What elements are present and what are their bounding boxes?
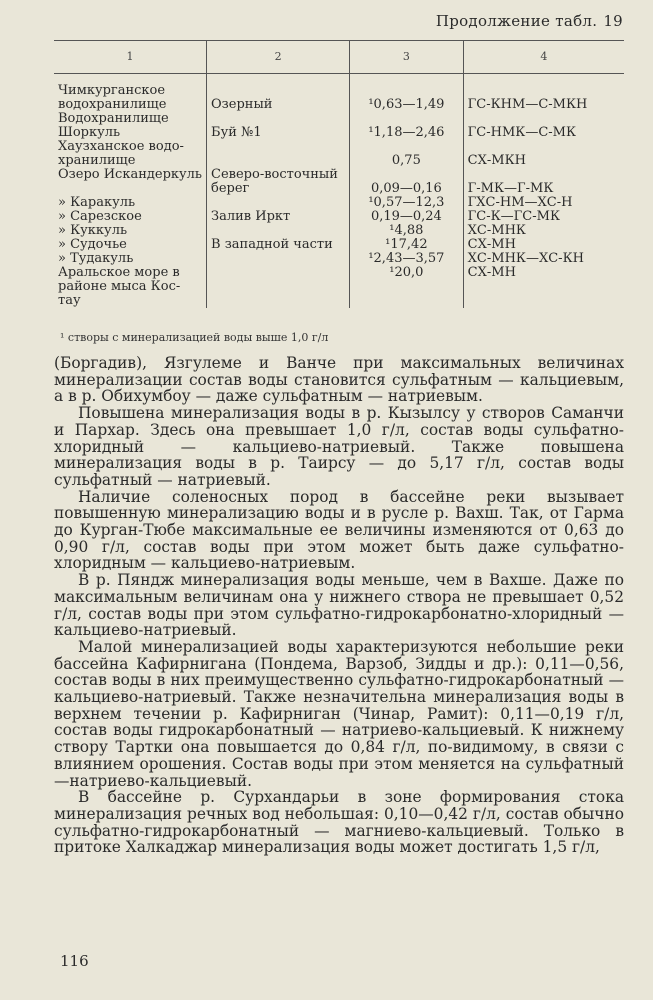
body-text: [54, 355, 624, 856]
header-title: Продолжение табл.: [435, 12, 598, 30]
column-header-2: 2: [207, 41, 350, 74]
station-location: Северо-восточный берег Залив Иркт В западной части: [211, 167, 338, 252]
mineralization-range: 0,75: [391, 153, 421, 168]
paragraph: Малой минерализацией воды характеризуются небольшие реки бассейна Кафирнигана (Пондема, Варзоб, Зидды и др.): 0,11—0,56, состав воды в них преимущественно сульфатно-гидрокарбонатный — кальциево-натриевый. Также незначительна минерализация воды в верхнем течении р. Кафирниган (Чинар, Рамит): 0,11—0,19 г/л, состав воды гидрокарбонатный — натриево-кальциевый. К нижнему створу Тартки она повышается до 0,84 г/л, по-видимому, в связи с влиянием орошения. Состав воды при этом меняется на сульфатный —натриево-кальциевый.: [54, 637, 624, 790]
paragraph: Повышена минерализация воды в р. Кызылсу у створов Саманчи и Пархар. Здесь она превышает 1,0 г/л, состав воды сульфатно-хлоридный — кальциево-натриевый. Также повышена минерализация воды в р. Таирсу — до 5,17 г/л, состав воды сульфатный — натриевый.: [54, 404, 624, 489]
water-body-name: Хаузханское водо- хранилище: [58, 139, 184, 168]
water-composition: ГС-НМК—С-МК: [467, 125, 577, 140]
table-header-row: [54, 41, 624, 74]
page-number: 116: [60, 952, 89, 970]
column-header-4: 4: [463, 41, 624, 74]
column-header-3: 3: [350, 41, 464, 74]
mineralization-range: ¹1,18—2,46: [368, 125, 445, 140]
table-row: [54, 112, 624, 140]
table-footnote: ¹ створы с минерализацией воды выше 1,0 г/л: [60, 331, 329, 344]
water-composition: ГС-КНМ—С-МКН: [467, 97, 588, 112]
paragraph: (Боргадив), Язгулеме и Ванче при максимальных величинах минерализации состав воды становится сульфатным — кальциевым, а в р. Обихумбоу — даже сульфатным — натриевым.: [54, 354, 624, 406]
header-table-number: 19: [603, 12, 623, 30]
mineralization-range: 0,09—0,16 ¹0,57—12,3 0,19—0,24 ¹4,88 ¹17,42 ¹2,43—3,57 ¹20,0: [368, 181, 445, 280]
water-body-name: Озеро Искандеркуль » Каракуль » Сарезское » Куккуль » Судочье » Тудакуль Аральское море в районе мыса Кос- тау: [58, 167, 203, 308]
water-body-name: Водохранилище Шоркуль: [58, 111, 169, 140]
table-continuation-header: [436, 12, 623, 30]
table-row: [54, 140, 624, 168]
table-row: [54, 84, 624, 112]
water-body-name: Чимкурганское водохранилище: [58, 83, 167, 112]
water-composition: СХ-МКН: [467, 153, 526, 168]
mineralization-range: ¹0,63—1,49: [368, 97, 445, 112]
station-location: Буй №1: [211, 125, 262, 140]
table-row: [54, 168, 624, 308]
paragraph: В р. Пяндж минерализация воды меньше, чем в Вахше. Даже по максимальным величинам она у нижнего створа не превышает 0,52 г/л, состав воды при этом сульфатно-гидрокарбонатно-хлоридный — кальциево-натриевый.: [54, 571, 624, 640]
water-mineralization-table: [54, 40, 624, 308]
water-composition: Г-МК—Г-МК ГХС-НМ—ХС-Н ГС-К—ГС-МК ХС-МНК СХ-МН ХС-МНК—ХС-КН СХ-МН: [467, 181, 584, 280]
paragraph: Наличие соленосных пород в бассейне реки вызывает повышенную минерализацию воды и в русле р. Вахш. Так, от Гарма до Курган-Тюбе максимальные ее величины изменяются от 0,63 до 0,90 г/л, состав воды при этом может быть даже сульфатно-хлоридным — кальциево-натриевым.: [54, 487, 624, 573]
station-location: Озерный: [211, 97, 273, 112]
paragraph: В бассейне р. Сурхандарьи в зоне формирования стока минерализация речных вод небольшая: 0,10—0,42 г/л, состав обычно сульфатно-гидрокарбонатный — магниево-кальциевый. Только в притоке Халкаджар минерализация воды может достигать 1,5 г/л,: [54, 788, 624, 857]
column-header-1: 1: [54, 41, 207, 74]
